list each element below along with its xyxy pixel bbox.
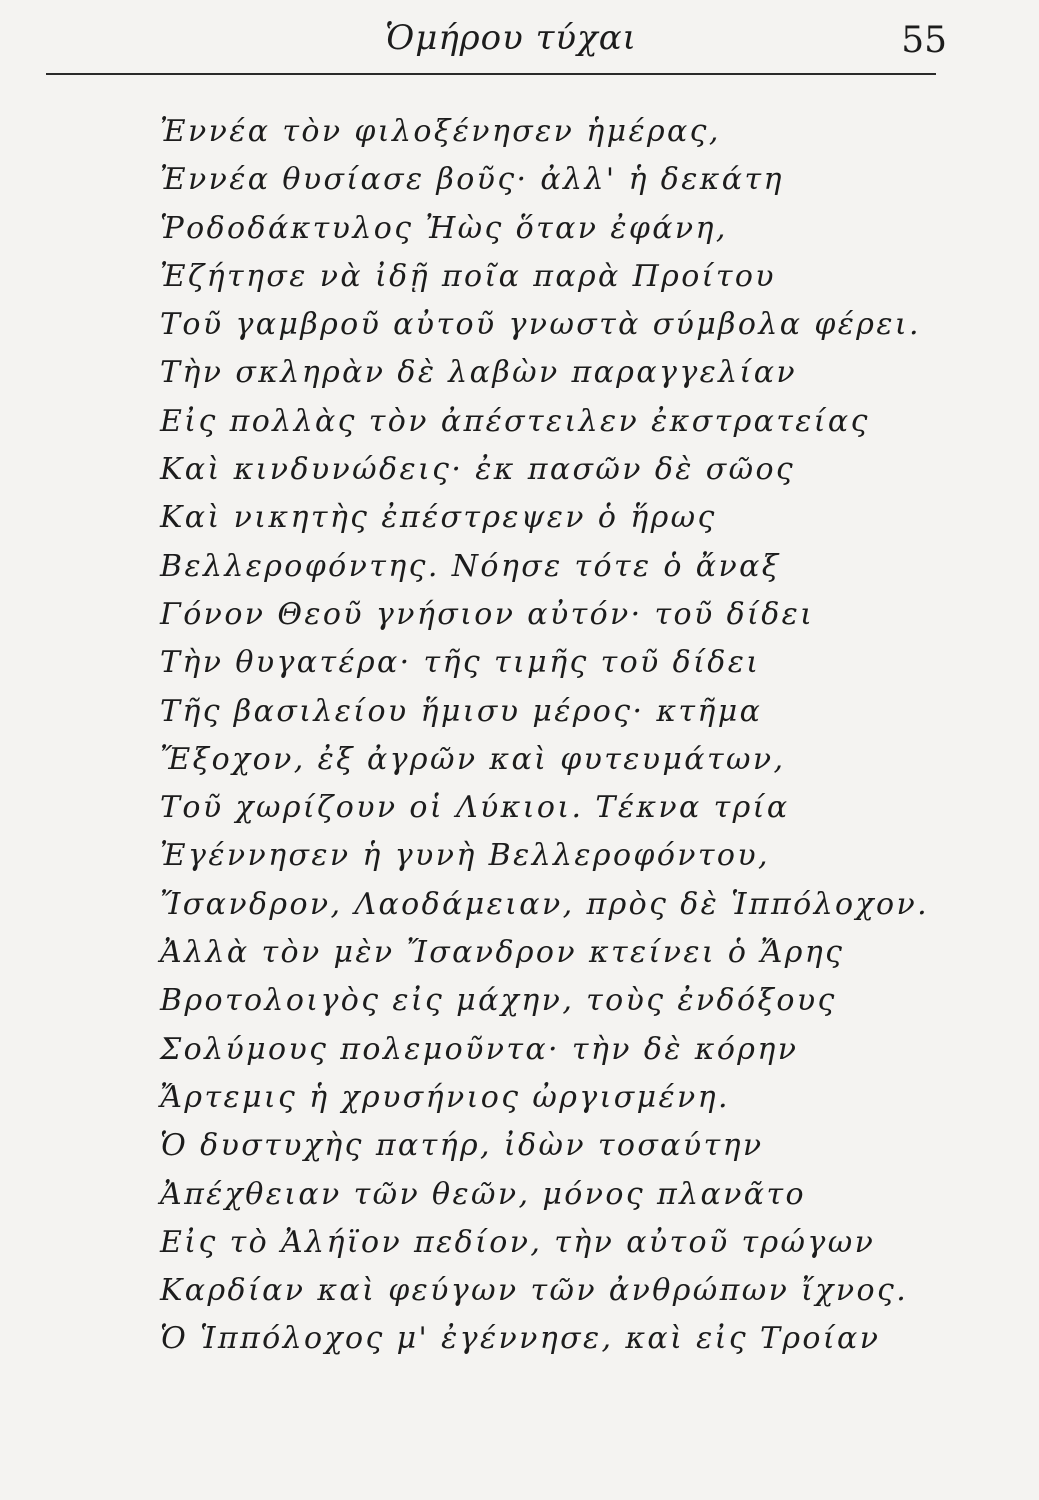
verse-line: Ἄρτεμις ἡ χρυσήνιος ὠργισμένη. — [160, 1079, 730, 1115]
verse-line: Ῥοδοδάκτυλος Ἠὼς ὅταν ἐφάνη, — [160, 210, 728, 246]
page-number: 55 — [901, 20, 947, 61]
verse-line: Καρδίαν καὶ φεύγων τῶν ἀνθρώπων ἴχνος. — [160, 1273, 909, 1309]
verse-line: Τὴν σκληρὰν δὲ λαβὼν παραγγελίαν — [160, 355, 798, 391]
verse-line: Ἴσανδρον, Λαοδάμειαν, πρὸς δὲ Ἱππόλοχον. — [160, 886, 930, 922]
poem-text — [160, 108, 929, 1364]
verse-line: Βελλεροφόντης. Νόησε τότε ὁ ἄναξ — [160, 548, 781, 584]
verse-line: Ἐννέα θυσίασε βοῦς· ἀλλ' ἡ δεκάτη — [160, 162, 784, 198]
header-rule — [46, 73, 936, 75]
verse-line: Καὶ κινδυνώδεις· ἐκ πασῶν δὲ σῶος — [160, 452, 796, 488]
verse-line: Γόνον Θεοῦ γνήσιον αὐτόν· τοῦ δίδει — [160, 596, 815, 632]
running-title: Ὁμήρου τύχαι — [385, 18, 637, 58]
verse-line: Ὁ Ἱππόλοχος μ' ἐγέννησε, καὶ εἰς Τροίαν — [160, 1321, 881, 1357]
verse-line: Ὁ δυστυχὴς πατήρ, ἰδὼν τοσαύτην — [160, 1128, 764, 1164]
verse-line: Ἐγέννησεν ἡ γυνὴ Βελλεροφόντου, — [160, 838, 770, 874]
verse-line: Ἐζήτησε νὰ ἰδῇ ποῖα παρὰ Προίτου — [160, 258, 776, 294]
verse-line: Τοῦ γαμβροῦ αὐτοῦ γνωστὰ σύμβολα φέρει. — [160, 307, 921, 343]
verse-line: Εἰς πολλὰς τὸν ἀπέστειλεν ἐκστρατείας — [160, 403, 870, 439]
verse-line: Ἔξοχον, ἐξ ἀγρῶν καὶ φυτευμάτων, — [160, 741, 786, 777]
verse-line: Ἀλλὰ τὸν μὲν Ἴσανδρον κτείνει ὁ Ἄρης — [160, 935, 845, 971]
verse-line: Εἰς τὸ Ἀλήϊον πεδίον, τὴν αὐτοῦ τρώγων — [160, 1224, 876, 1260]
verse-line: Τῆς βασιλείου ἥμισυ μέρος· κτῆμα — [160, 693, 763, 729]
verse-line: Τοῦ χωρίζουν οἱ Λύκιοι. Τέκνα τρία — [160, 790, 790, 826]
verse-line: Ἀπέχθειαν τῶν θεῶν, μόνος πλανᾶτο — [160, 1176, 806, 1212]
verse-line: Βροτολοιγὸς εἰς μάχην, τοὺς ἐνδόξους — [160, 983, 837, 1019]
verse-line: Καὶ νικητὴς ἐπέστρεψεν ὁ ἥρως — [160, 500, 717, 536]
verse-line: Σολύμους πολεμοῦντα· τὴν δὲ κόρην — [160, 1031, 799, 1067]
verse-line: Ἐννέα τὸν φιλοξένησεν ἡμέρας, — [160, 114, 721, 149]
verse-line: Τὴν θυγατέρα· τῆς τιμῆς τοῦ δίδει — [160, 645, 761, 681]
